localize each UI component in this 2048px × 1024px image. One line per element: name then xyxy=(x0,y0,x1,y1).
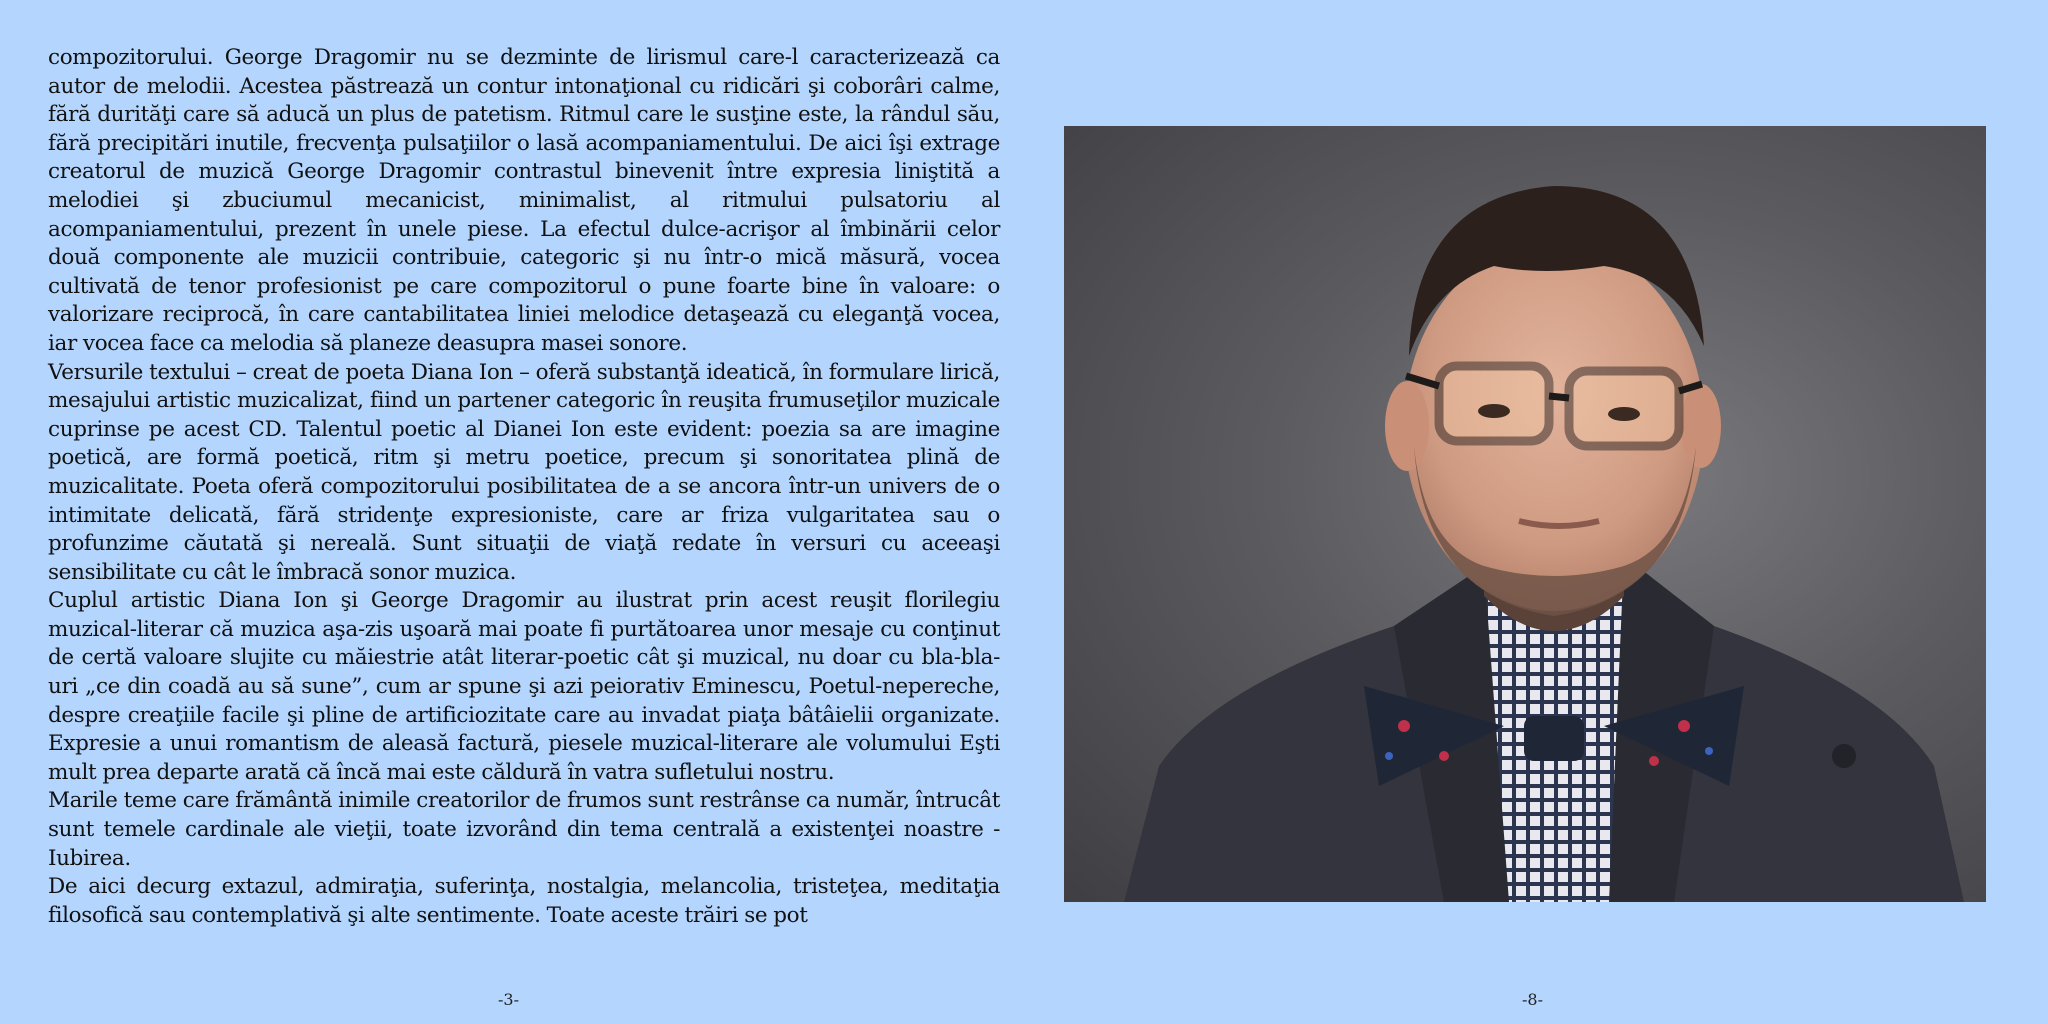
portrait-illustration xyxy=(1064,126,1986,902)
paragraph-2: Versurile textului – creat de poeta Diana Ion – oferă substanţă ideatică, în formulare lirică, mesajului artistic muzicalizat, fiind un partener categoric în reuşita frumuseţilor muzicale cuprinse pe acest CD. Talentul poetic al Dianei Ion este evident: poezia sa are imagine poetică, are formă poetică, ritm şi metru poetice, precum şi sonoritatea plină de muzicalitate. Poeta oferă compozitorului posibilitatea de a se ancora într-un univers de o intimitate delicată, fără stridenţe expresioniste, care ar friza vulgaritatea sau o profunzime căutată şi nereală. Sunt situaţii de viaţă redate în versuri cu aceeaşi sensibilitate cu cât le îmbracă sonor muzica. xyxy=(48,359,1000,585)
left-page-text xyxy=(48,44,1000,984)
left-page-number: -3- xyxy=(498,990,519,1009)
paragraph-5: De aici decurg extazul, admiraţia, suferinţa, nostalgia, melancolia, tristeţea, meditaţia filosofică sau contemplativă şi alte sentimente. Toate aceste trăiri se pot xyxy=(48,874,1000,928)
paragraph-4: Marile teme care frământă inimile creatorilor de frumos sunt restrânse ca număr, întrucât sunt temele cardinale ale vieţii, toate izvorând din tema centrală a existenţei noastre - Iubirea. xyxy=(48,788,1000,871)
portrait-photo xyxy=(1064,126,1986,902)
paragraph-1: compozitorului. George Dragomir nu se dezminte de lirismul care-l caracterizează ca autor de melodii. Acestea păstrează un contur intonaţional cu ridicări şi coborâri calme, fără durităţi care să aducă un plus de patetism. Ritmul care le susţine este, la rândul său, fără precipitări inutile, frecvenţa pulsaţiilor o lasă acompaniamentului. De aici îşi extrage creatorul de muzică George Dragomir contrastul binevenit între expresia liniştită a melodiei şi zbuciumul mecanicist, minimalist, al ritmului pulsatoriu al acompaniamentului, prezent în unele piese. La efectul dulce-acrişor al îmbinării celor două componente ale muzicii contribuie, categoric şi nu într-o mică măsură, vocea cultivată de tenor profesionist pe care compozitorul o pune foarte bine în valoare: o valorizare reciprocă, în care cantabilitatea liniei melodice detaşează cu eleganţă vocea, iar vocea face ca melodia să planeze deasupra masei sonore. xyxy=(48,45,1000,356)
right-page-number: -8- xyxy=(1522,990,1543,1009)
paragraph-3: Cuplul artistic Diana Ion şi George Dragomir au ilustrat prin acest reuşit florilegiu muzical-literar că muzica aşa-zis uşoară mai poate fi purtătoarea unor mesaje cu conţinut de certă valoare slujite cu măiestrie atât literar-poetic cât şi muzical, nu doar cu bla-bla-uri „ce din coadă au să sune”, cum ar spune şi azi peiorativ Eminescu, Poetul-nepereche, despre creaţiile facile şi pline de artificiozitate care au invadat piaţa bâtâielii organizate. Expresie a unui romantism de aleasă factură, piesele muzical-literare ale volumului Eşti mult prea departe arată că încă mai este căldură în vatra sufletului nostru. xyxy=(48,588,1000,785)
